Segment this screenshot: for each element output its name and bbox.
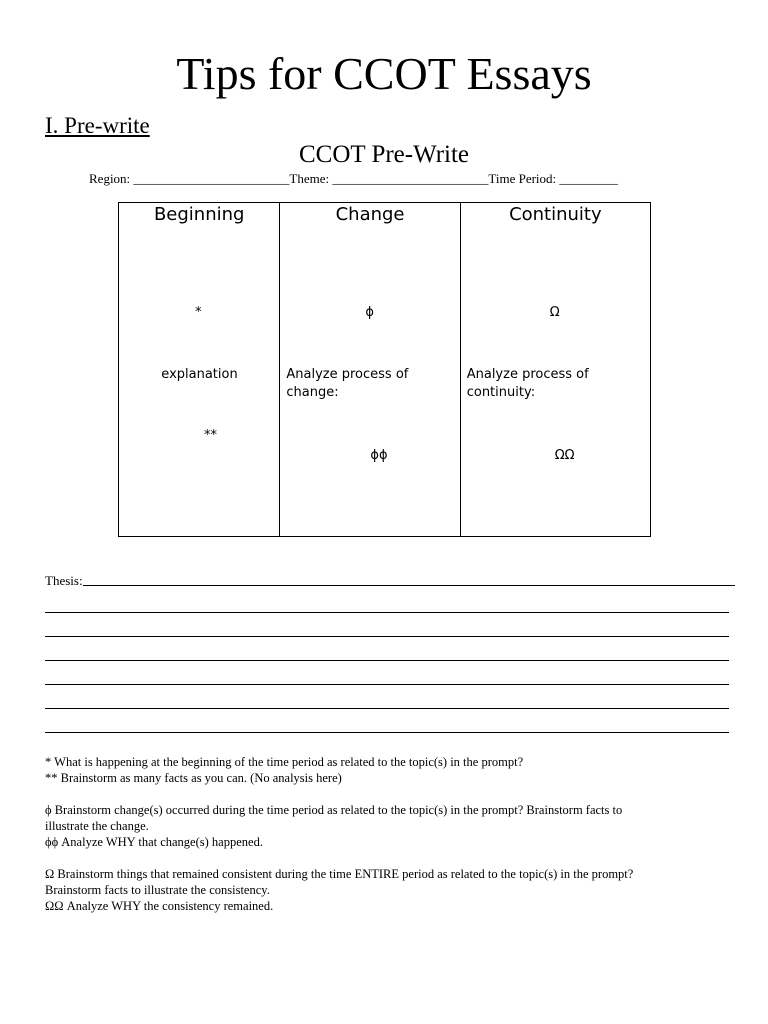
note-line: * What is happening at the beginning of the time period as related to the topic(s) in the prompt? [45, 755, 524, 769]
writing-line [45, 709, 729, 733]
omega-mark: Ω [549, 305, 560, 320]
thesis-label: Thesis: [45, 573, 83, 588]
writing-line [45, 613, 729, 637]
thesis-write-line [83, 585, 735, 586]
note-line: illustrate the change. [45, 819, 149, 833]
phi-mark: ϕ [365, 305, 374, 320]
section-heading: I. Pre-write [45, 113, 150, 138]
continuity-notes [45, 866, 725, 914]
column-header-continuity: Continuity [509, 204, 602, 225]
region-theme-period-fields: Region: ________________________Theme: ________________________Time Period: _________ [89, 171, 618, 186]
change-column [279, 203, 459, 536]
thesis-section [45, 573, 735, 733]
note-line: ϕ Brainstorm change(s) occurred during the time period as related to the topic(s) in the prompt? Brainstorm facts to [45, 803, 623, 817]
column-header-beginning: Beginning [153, 204, 245, 225]
worksheet-title: CCOT Pre-Write [298, 141, 470, 168]
writing-line [45, 661, 729, 685]
double-asterisk-mark: ** [204, 428, 217, 443]
instruction-notes [45, 754, 725, 930]
thesis-row [45, 573, 735, 589]
page-title: Tips for CCOT Essays [176, 48, 592, 99]
note-line: ΩΩ Analyze WHY the consistency remained. [45, 899, 274, 913]
change-analysis-prompt: Analyze process of change: [286, 367, 409, 400]
column-header-change: Change [335, 204, 405, 225]
prewrite-table [118, 202, 651, 537]
note-line: Ω Brainstorm things that remained consistent during the time ENTIRE period as related to the topic(s) in the prompt? [45, 867, 634, 881]
writing-line [45, 685, 729, 709]
note-line: ϕϕ Analyze WHY that change(s) happened. [45, 835, 263, 849]
change-notes [45, 802, 725, 850]
writing-line [45, 589, 729, 613]
single-asterisk-mark: * [195, 305, 202, 320]
note-line: Brainstorm facts to illustrate the consistency. [45, 883, 270, 897]
beginning-notes [45, 754, 725, 786]
continuity-column [460, 203, 650, 536]
beginning-explanation: explanation [161, 367, 238, 382]
note-line: ** Brainstorm as many facts as you can. (No analysis here) [45, 771, 342, 785]
beginning-column [119, 203, 279, 536]
double-omega-mark: ΩΩ [554, 448, 575, 463]
writing-line [45, 637, 729, 661]
continuity-analysis-prompt: Analyze process of continuity: [466, 367, 589, 400]
double-phi-mark: ϕϕ [370, 448, 388, 463]
